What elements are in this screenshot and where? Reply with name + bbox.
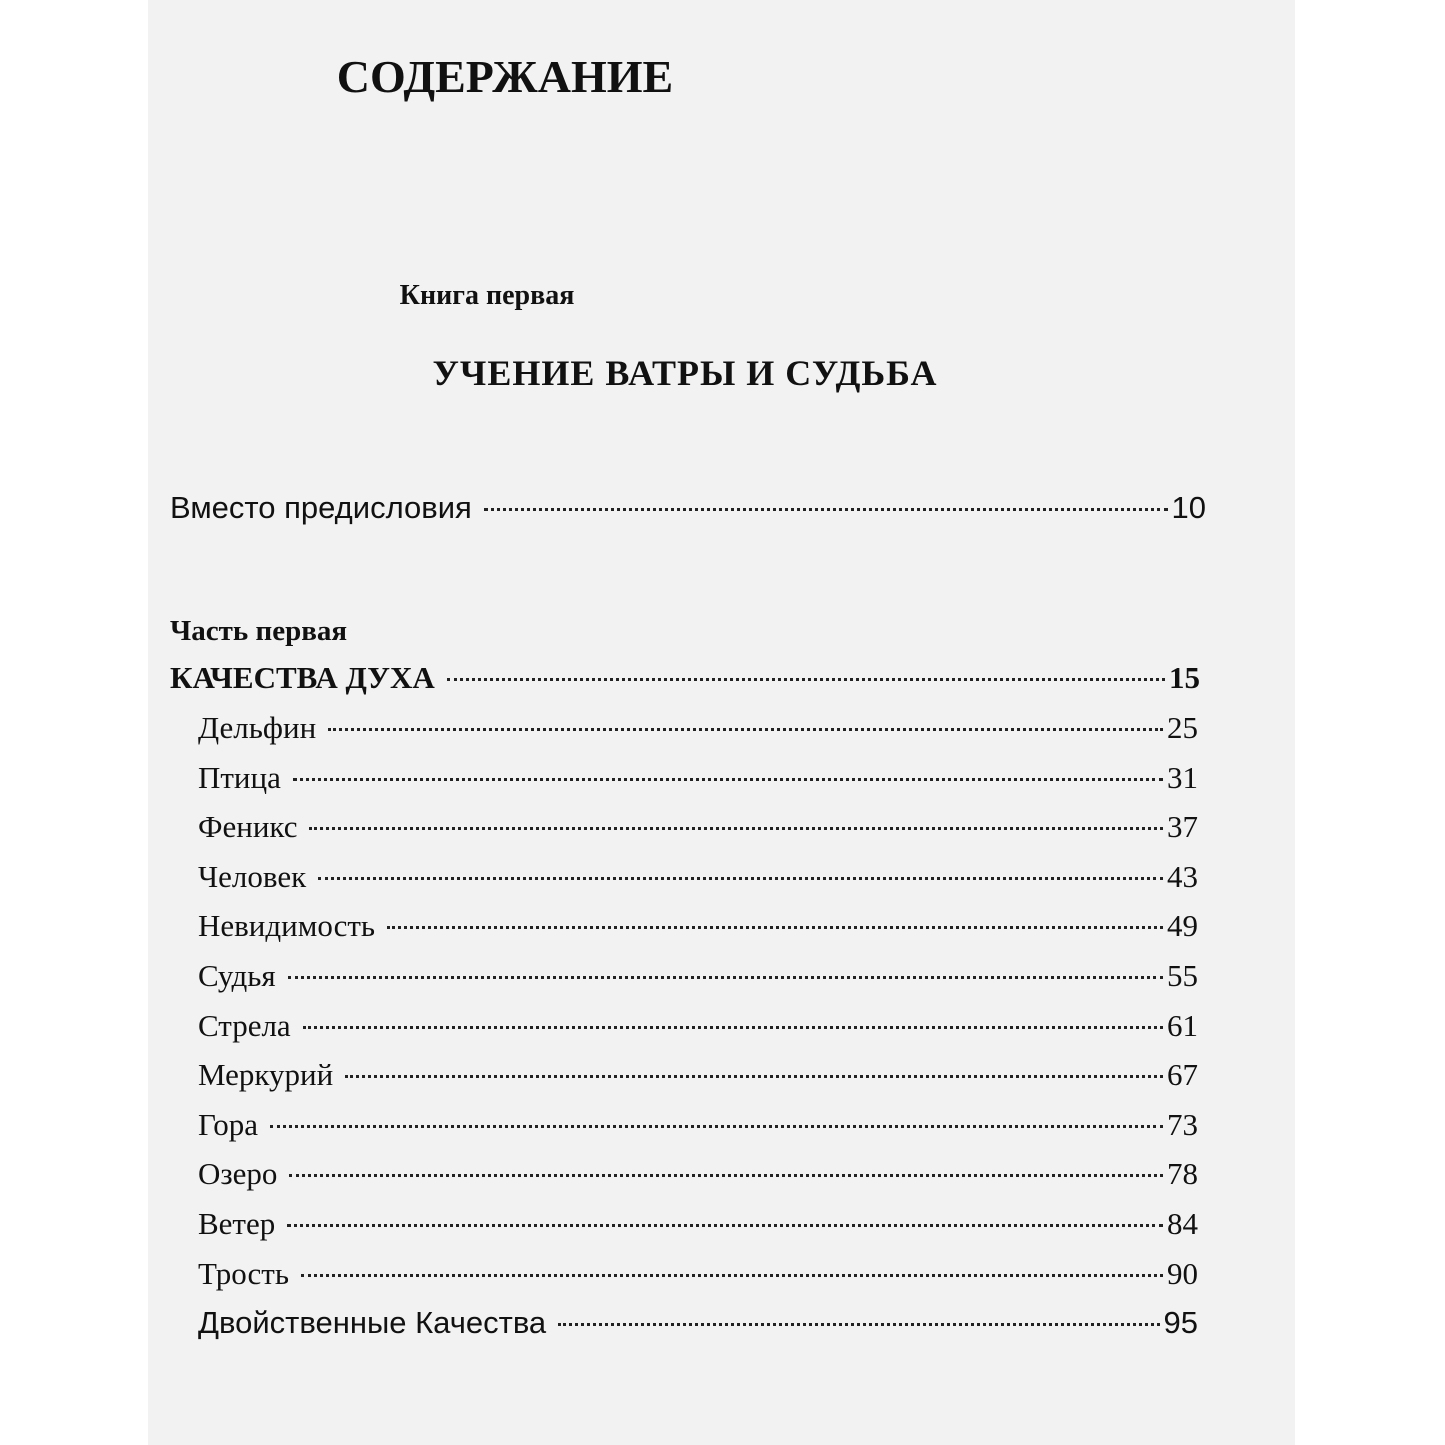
toc-entry: [198, 1006, 1198, 1046]
toc-entry-part: [170, 658, 1200, 698]
toc-entry: [198, 758, 1198, 798]
toc-entry-page: 31: [1167, 759, 1198, 795]
book-name: УЧЕНИЕ ВАТРЫ И СУДЬБА: [432, 353, 938, 393]
toc-entry: [198, 1204, 1198, 1244]
dot-leader: [345, 1075, 1163, 1078]
book-label: Книга первая: [399, 280, 575, 311]
dot-leader: [387, 926, 1163, 929]
toc-entry-label: Дельфин: [198, 710, 317, 745]
toc-entry-page: 78: [1167, 1156, 1198, 1192]
toc-entry: [198, 1055, 1198, 1095]
page-title: СОДЕРЖАНИЕ: [336, 51, 674, 102]
dot-leader: [309, 827, 1163, 830]
toc-entry: [198, 807, 1198, 847]
toc-entry: [198, 1105, 1198, 1145]
toc-entry-page: 49: [1167, 908, 1198, 944]
toc-entry-page: 25: [1167, 710, 1198, 745]
toc-entry-label: Феникс: [198, 809, 298, 845]
toc-entry-label: Стрела: [198, 1007, 291, 1043]
toc-entry-label: Трость: [198, 1255, 289, 1291]
toc-entry: [198, 1303, 1198, 1343]
toc-entry-label: Ветер: [198, 1206, 276, 1241]
dot-leader: [270, 1125, 1163, 1128]
toc-entry-label: Птица: [198, 759, 281, 795]
toc-entry: [198, 1154, 1198, 1194]
dot-leader: [447, 678, 1165, 681]
toc-entry-page: 10: [1171, 490, 1206, 525]
toc-entry-page: 84: [1167, 1206, 1198, 1241]
dot-leader: [293, 778, 1163, 781]
dot-leader: [301, 1274, 1163, 1277]
toc-entry: [198, 956, 1198, 996]
toc-entry: [198, 1254, 1198, 1294]
toc-entry-page: 15: [1169, 660, 1200, 695]
toc-entry-page: 73: [1167, 1106, 1198, 1142]
toc-entry-label: КАЧЕСТВА ДУХА: [170, 660, 435, 695]
toc-entry-label: Гора: [198, 1106, 258, 1142]
toc-entry-label: Двойственные Качества: [198, 1305, 547, 1341]
toc-entry-page: 61: [1167, 1007, 1198, 1043]
toc-entry-page: 37: [1167, 809, 1198, 845]
toc-entry-label: Озеро: [198, 1156, 278, 1192]
dot-leader: [318, 877, 1163, 880]
toc-entry: [198, 857, 1198, 897]
toc-entry-preface: [170, 488, 1206, 528]
toc-entry-page: 95: [1163, 1305, 1198, 1341]
toc-entry-page: 90: [1167, 1255, 1198, 1291]
dot-leader: [328, 728, 1163, 731]
toc-entry-page: 43: [1167, 858, 1198, 894]
toc-entry-label: Невидимость: [198, 908, 376, 944]
dot-leader: [287, 1224, 1163, 1227]
toc-entry-label: Меркурий: [198, 1057, 334, 1093]
toc-entry: [198, 906, 1198, 946]
toc-entry-label: Вместо предисловия: [170, 490, 472, 525]
part-label: Часть первая: [170, 615, 348, 647]
dot-leader: [289, 1174, 1163, 1177]
toc-entry-page: 55: [1167, 958, 1198, 993]
dot-leader: [288, 976, 1163, 979]
toc-entry-label: Судья: [198, 958, 276, 993]
toc-entry: [198, 708, 1198, 748]
dot-leader: [303, 1026, 1163, 1029]
toc-entry-page: 67: [1167, 1057, 1198, 1093]
toc-entry-label: Человек: [198, 858, 307, 894]
dot-leader: [484, 508, 1168, 511]
dot-leader: [558, 1323, 1159, 1326]
